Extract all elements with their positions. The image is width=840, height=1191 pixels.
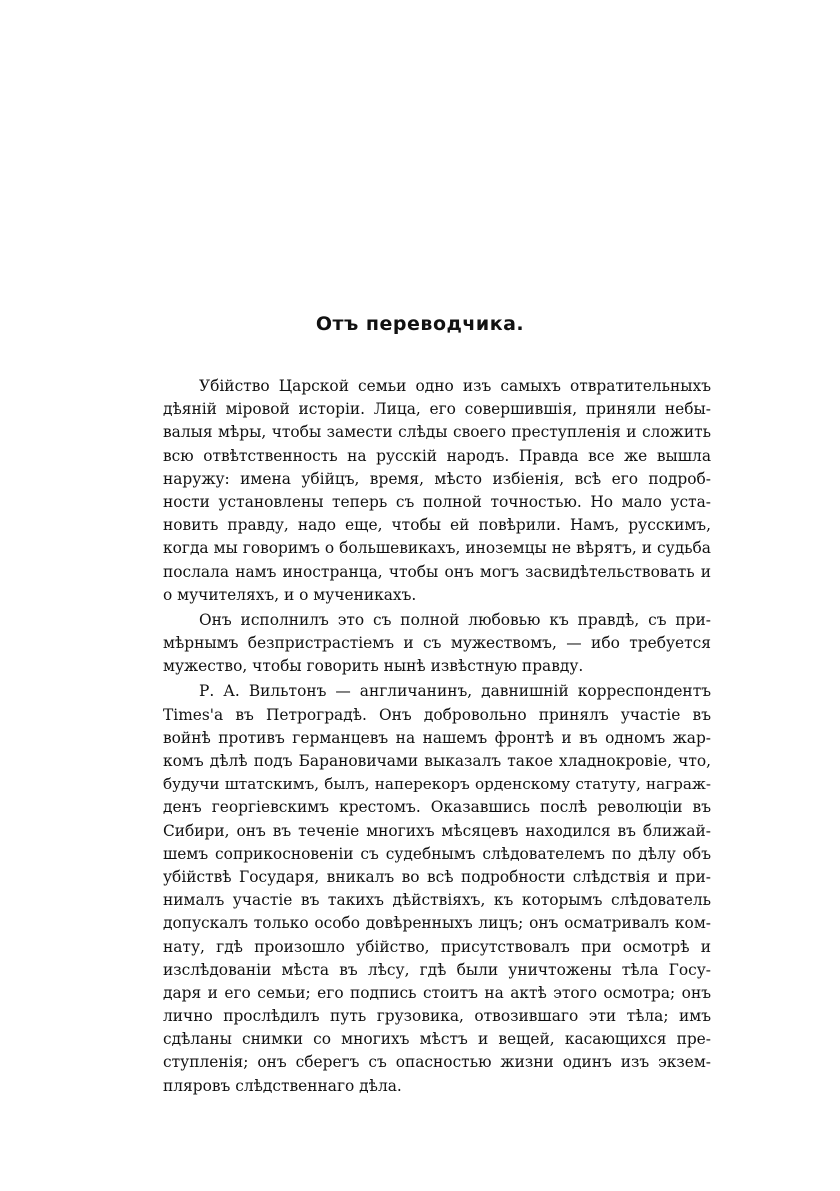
text-line: Times'а въ Петроградѣ. Онъ добровольно принялъ участіе въ bbox=[163, 705, 711, 724]
text-line: убійствѣ Государя, вникалъ во всѣ подробности слѣдствія и при- bbox=[163, 867, 711, 886]
text-line: комъ дѣлѣ подъ Барановичами выказалъ такое хладнокровіе, что, bbox=[163, 752, 711, 770]
text-line: всю отвѣтственность на русскій народъ. Правда все же вышла bbox=[163, 446, 711, 465]
text-line: когда мы говоримъ о большевикахъ, иноземцы не вѣрятъ, и судьба bbox=[163, 539, 711, 558]
text-line: денъ георгіевскимъ крестомъ. Оказавшись послѣ революціи въ bbox=[163, 798, 711, 817]
text-line: пляровъ слѣдственнаго дѣла. bbox=[163, 1076, 402, 1095]
text-line: нату, гдѣ произошло убійство, присутствовалъ при осмотрѣ и bbox=[163, 937, 711, 956]
text-line: даря и его семьи; его подпись стоитъ на актѣ этого осмотра; онъ bbox=[163, 983, 711, 1002]
paragraph-3 bbox=[163, 680, 711, 1097]
text-line: мужество, чтобы говорить нынѣ извѣстную правду. bbox=[163, 657, 584, 676]
text-line: о мучителяхъ, и о мученикахъ. bbox=[163, 585, 417, 604]
text-line: послала намъ иностранца, чтобы онъ могъ засвидѣтельствовать и bbox=[163, 562, 711, 581]
text-line: Р. А. Вильтонъ — англичанинъ, давнишній корреспондентъ bbox=[199, 682, 711, 701]
text-line: новить правду, надо еще, чтобы ей повѣрили. Намъ, русскимъ, bbox=[163, 516, 711, 535]
text-line: дѣяній міровой исторіи. Лица, его совершившія, приняли небы- bbox=[163, 400, 711, 419]
text-line: ности установлены теперь съ полной точностью. Но мало уста- bbox=[163, 492, 711, 511]
page-title: Отъ переводчика. bbox=[315, 313, 525, 335]
text-line: Убійство Царской семьи одно изъ самыхъ отвратительныхъ bbox=[199, 377, 711, 395]
text-line: мѣрнымъ безпристрастіемъ и съ мужествомъ, — ибо требуется bbox=[163, 634, 711, 653]
body-text bbox=[163, 375, 711, 1098]
text-line: изслѣдованіи мѣста въ лѣсу, гдѣ были уничтожены тѣла Госу- bbox=[163, 960, 711, 979]
text-line: ступленія; онъ сберегъ съ опасностью жизни одинъ изъ экзем- bbox=[163, 1053, 711, 1072]
text-line: войнѣ противъ германцевъ на нашемъ фронтѣ и въ одномъ жар- bbox=[163, 728, 711, 747]
text-line: сдѣланы снимки со многихъ мѣстъ и вещей, касающихся пре- bbox=[163, 1030, 711, 1049]
text-line: будучи штатскимъ, былъ, наперекоръ орденскому статуту, награж- bbox=[163, 775, 711, 794]
text-line: наружу: имена убійцъ, время, мѣсто избіенія, всѣ его подроб- bbox=[163, 469, 711, 488]
text-line: шемъ соприкосновеніи съ судебнымъ слѣдователемъ по дѣлу объ bbox=[163, 844, 711, 863]
text-line: Онъ исполнилъ это съ полной любовью къ правдѣ, съ при- bbox=[199, 610, 711, 629]
text-line: нималъ участіе въ такихъ дѣйствіяхъ, къ которымъ слѣдователь bbox=[163, 891, 711, 910]
paragraph-2 bbox=[163, 609, 711, 679]
text-line: Сибири, онъ въ теченіе многихъ мѣсяцевъ находился въ ближай- bbox=[163, 821, 711, 840]
paragraph-1 bbox=[163, 375, 711, 607]
text-line: допускалъ только особо довѣренныхъ лицъ; онъ осматривалъ ком- bbox=[163, 914, 711, 933]
text-line: валыя мѣры, чтобы замести слѣды своего преступленія и сложить bbox=[163, 423, 711, 442]
text-line: лично прослѣдилъ путь грузовика, отвозившаго эти тѣла; имъ bbox=[163, 1007, 711, 1026]
